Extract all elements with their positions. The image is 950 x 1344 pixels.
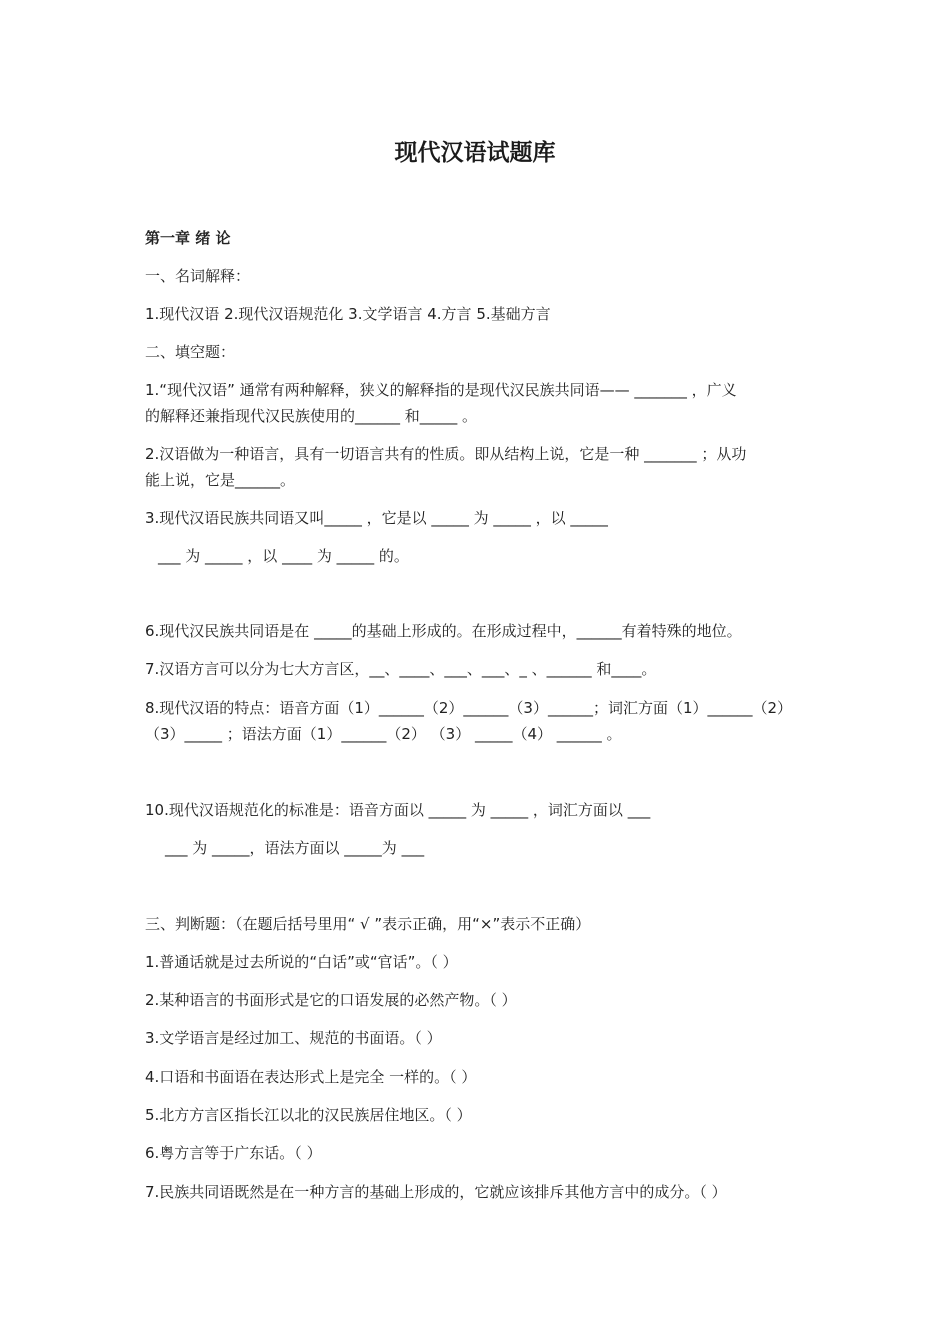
question-3-line-2: ___ 为 _____ ，以 ____ 为 _____ 的。: [158, 547, 409, 565]
judgment-4: 4.口语和书面语在表达形式上是完全 一样的。（ ）: [145, 1068, 477, 1086]
judgment-1: 1.普通话就是过去所说的“白话”或“官话”。（ ）: [145, 953, 458, 971]
question-8-line-2: （3）_____ ；语法方面（1）______（2） （3） _____（4） ______ 。: [145, 725, 622, 743]
judgment-2: 2.某种语言的书面形式是它的口语发展的必然产物。（ ）: [145, 991, 517, 1009]
question-7: 7.汉语方言可以分为七大方言区，__、____、___、___、_ 、______ 和____。: [145, 660, 657, 678]
judgment-3: 3.文学语言是经过加工、规范的书面语。（ ）: [145, 1029, 442, 1047]
question-10-line-2: ___ 为 _____，语法方面以 _____为 ___: [165, 839, 425, 857]
question-8-line-1: 8.现代汉语的特点：语音方面（1）______（2）______（3）______；词汇方面（1）______（2）: [145, 699, 793, 717]
question-1-line-2: 的解释还兼指现代汉民族使用的______ 和_____ 。: [145, 407, 478, 425]
question-10-line-1: 10.现代汉语规范化的标准是：语音方面以 _____ 为 _____ ，词汇方面以 ___: [145, 801, 651, 819]
question-6: 6.现代汉民族共同语是在 _____的基础上形成的。在形成过程中，______有着特殊的地位。: [145, 622, 742, 640]
terms-list: 1.现代汉语 2.现代汉语规范化 3.文学语言 4.方言 5.基础方言: [145, 305, 551, 323]
judgment-6: 6.粤方言等于广东话。（ ）: [145, 1144, 322, 1162]
section-3-heading: 三、判断题：（在题后括号里用“ √ ”表示正确，用“×”表示不正确）: [145, 915, 591, 933]
question-2-line-1: 2.汉语做为一种语言，具有一切语言共有的性质。即从结构上说，它是一种 _______ ；从功: [145, 445, 747, 463]
question-2-line-2: 能上说，它是______。: [145, 471, 296, 489]
question-1-line-1: 1.“现代汉语” 通常有两种解释，狭义的解释指的是现代汉民族共同语—— _______ ，广义: [145, 381, 737, 399]
question-3-line-1: 3.现代汉语民族共同语又叫_____ ，它是以 _____ 为 _____ ，以 _____: [145, 509, 608, 527]
page-title: 现代汉语试题库: [394, 140, 556, 166]
section-1-heading: 一、名词解释：: [145, 267, 251, 285]
chapter-heading: 第一章 绪 论: [145, 229, 231, 247]
judgment-5: 5.北方方言区指长江以北的汉民族居住地区。（ ）: [145, 1106, 472, 1124]
section-2-heading: 二、填空题：: [145, 343, 236, 361]
judgment-7: 7.民族共同语既然是在一种方言的基础上形成的，它就应该排斥其他方言中的成分。（ ）: [145, 1183, 727, 1201]
